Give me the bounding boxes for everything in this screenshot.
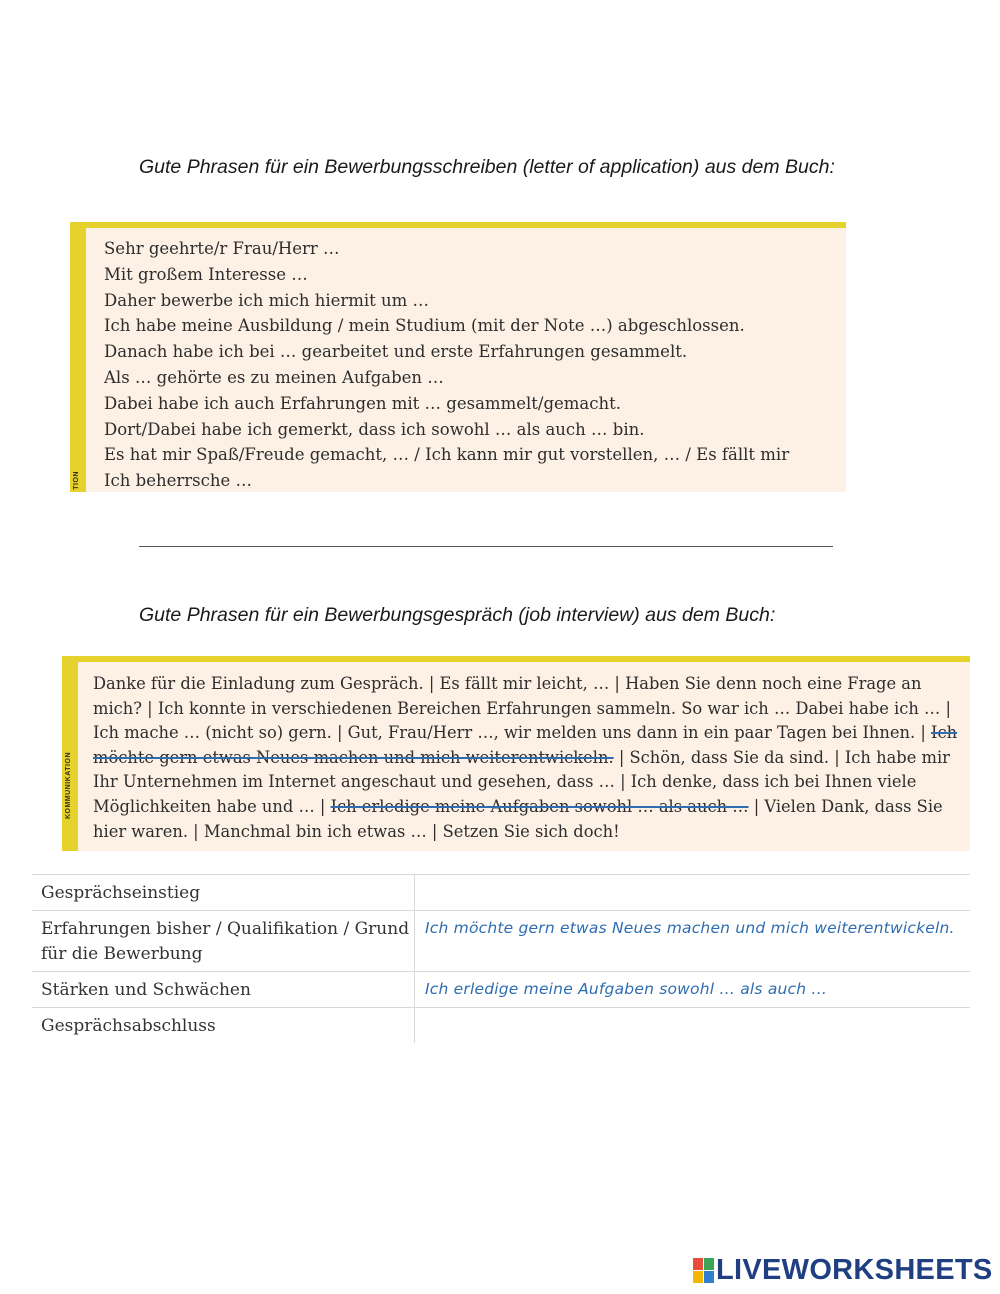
phrase-item: Dabei habe ich auch Erfahrungen mit … gesammelt/gemacht.	[104, 393, 622, 413]
answer-cell[interactable]: Ich erledige meine Aufgaben sowohl … als auch …	[415, 972, 971, 1008]
answer-cell[interactable]: Ich möchte gern etwas Neues machen und mich weiterentwickeln.	[415, 911, 971, 972]
table-row	[32, 1008, 970, 1044]
row-label: Erfahrungen bisher / Qualifikation / Grund für die Bewerbung	[32, 911, 415, 972]
interview-heading: Gute Phrasen für ein Bewerbungsgespräch (job interview) aus dem Buch:	[139, 604, 776, 626]
phrase-item: Daher bewerbe ich mich hiermit um …	[104, 290, 430, 310]
phrase-item: Sehr geehrte/r Frau/Herr …	[104, 239, 340, 258]
table-row	[32, 911, 970, 972]
logo-text: LIVEWORKSHEETS	[716, 1253, 993, 1286]
answer-cell[interactable]	[415, 875, 971, 911]
liveworksheets-logo[interactable]	[693, 1252, 993, 1288]
phrase-item: Danach habe ich bei … gearbeitet und erste Erfahrungen gesammelt.	[104, 342, 688, 362]
side-label: TION	[73, 471, 80, 490]
phrase-text: | Vielen Dank, dass Sie hier waren. | Manchmal bin ich etwas … | Setzen Sie sich doch!	[93, 796, 943, 841]
logo-icon	[693, 1258, 713, 1282]
struck-phrase[interactable]: Ich erledige meine Aufgaben sowohl … als auch …	[330, 796, 749, 816]
phrase-item: Ich beherrsche …	[104, 471, 252, 491]
phrase-item: Es hat mir Spaß/Freude gemacht, … / Ich kann mir gut vorstellen, … / Es fällt mir	[104, 445, 790, 465]
table-row	[32, 972, 970, 1008]
side-label: KOMMUNIKATION	[65, 752, 72, 820]
letter-heading: Gute Phrasen für ein Bewerbungsschreiben (letter of application) aus dem Buch:	[139, 156, 835, 178]
struck-phrase[interactable]: Ich möchte gern etwas Neues machen und mich weiterentwickeln.	[93, 723, 958, 767]
row-label: Stärken und Schwächen	[32, 972, 415, 1008]
sorting-table	[32, 874, 970, 1043]
row-label: Gesprächseinstieg	[32, 875, 415, 911]
phrase-item: Als … gehörte es zu meinen Aufgaben …	[104, 367, 444, 387]
interview-phrases-box	[62, 656, 970, 851]
table-row	[32, 875, 970, 911]
phrase-text: Danke für die Einladung zum Gespräch. | Es fällt mir leicht, … | Haben Sie denn noch eine Frage an mich? | Ich konnte in verschiedenen Bereichen Erfahrungen sammeln. So war ich … Dabei habe ich … | Ich mache … (nicht so) gern. | Gut, Frau/Herr …, wir melden uns dann in ein paar Tagen bei Ihnen. |	[93, 674, 951, 743]
phrase-item: Mit großem Interesse …	[104, 264, 308, 284]
phrase-item: Ich habe meine Ausbildung / mein Studium (mit der Note …) abgeschlossen.	[104, 316, 745, 336]
phrase-list	[104, 236, 846, 494]
row-label: Gesprächsabschluss	[32, 1008, 415, 1044]
phrase-text: | Schön, dass Sie da sind. | Ich habe mir Ihr Unternehmen im Internet angeschaut und gesehen, dass … | Ich denke, dass ich bei Ihnen viele Möglichkeiten habe und … |	[93, 747, 950, 816]
interview-phrases-text	[93, 672, 963, 844]
phrase-item: Dort/Dabei habe ich gemerkt, dass ich sowohl … als auch … bin.	[104, 419, 645, 439]
accent-bar	[70, 222, 86, 492]
letter-phrases-box	[70, 222, 846, 492]
section-divider	[139, 546, 833, 547]
answer-cell[interactable]	[415, 1008, 971, 1044]
